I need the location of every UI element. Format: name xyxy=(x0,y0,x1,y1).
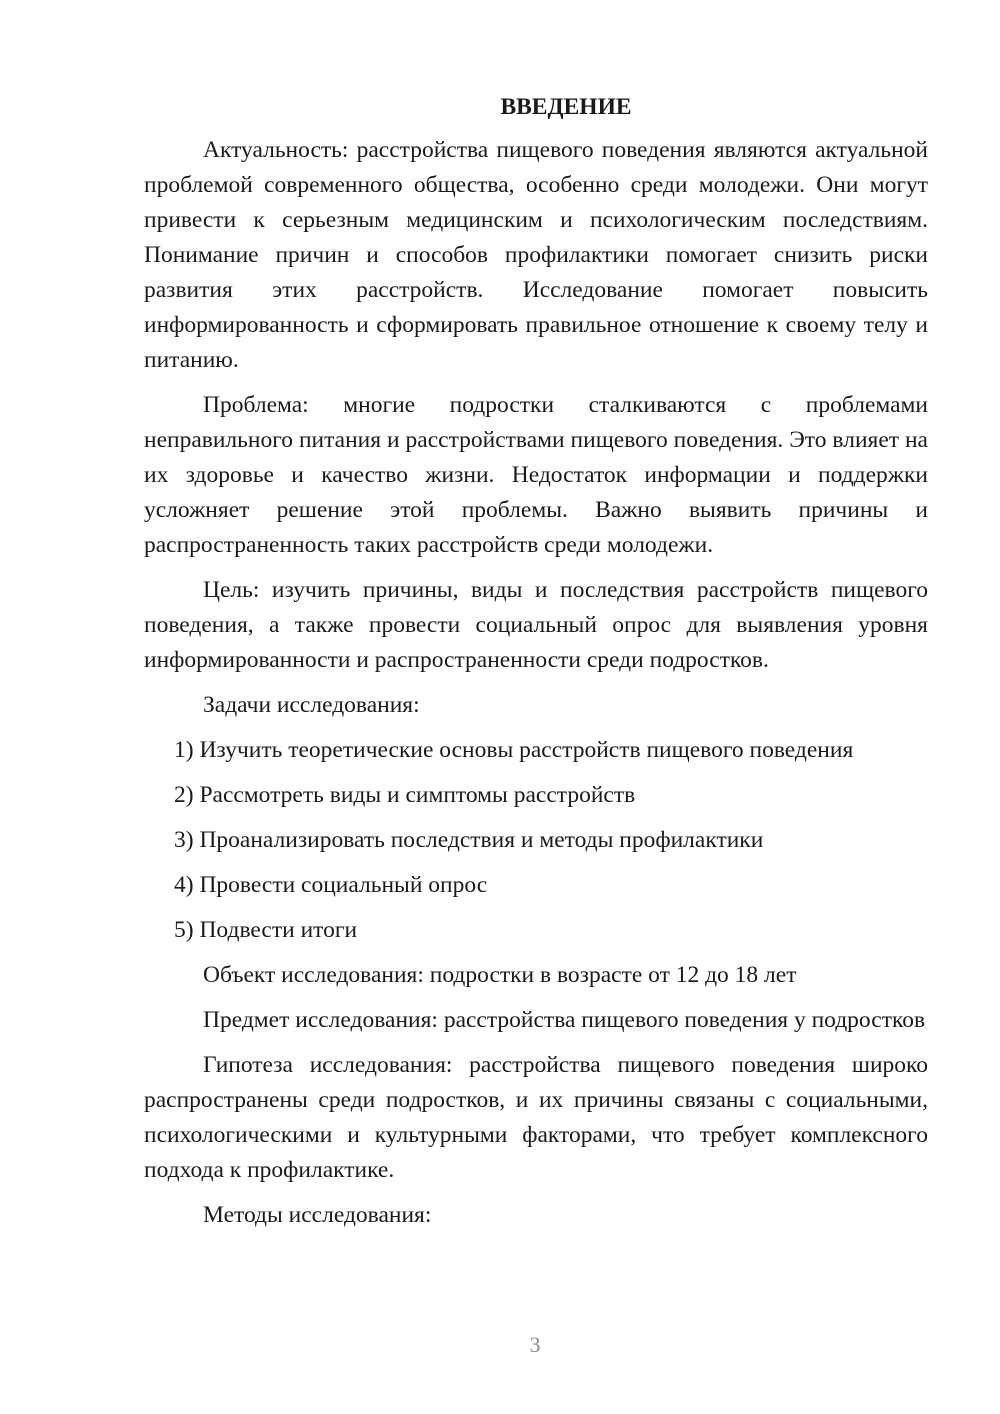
list-item: 4) Провести социальный опрос xyxy=(174,872,488,898)
methods-heading: Методы исследования: xyxy=(203,1202,432,1228)
page-number: 3 xyxy=(529,1332,541,1357)
paragraph-goal: Цель: изучить причины, виды и последствия расстройств пищевого поведения, а также провести социальный опрос для выявления уровня информированности и распространенности среди подростков. xyxy=(144,577,928,673)
page-content xyxy=(144,90,928,1243)
paragraph-hypothesis: Гипотеза исследования: расстройства пищевого поведения широко распространены среди подростков, и их причины связаны с социальными, психологическими и культурными факторами, что требует комплексного подхода к профилактике. xyxy=(144,1052,928,1183)
paragraph-relevance: Актуальность: расстройства пищевого поведения являются актуальной проблемой современного общества, особенно среди молодежи. Они могут привести к серьезным медицинским и психологическим последствиям. Понимание причин и способов профилактики помогает снизить риски развития этих расстройств. Исследование помогает повысить информированность и сформировать правильное отношение к своему телу и питанию. xyxy=(144,137,928,373)
paragraph-object: Объект исследования: подростки в возрасте от 12 до 18 лет xyxy=(203,962,797,988)
list-item: 1) Изучить теоретические основы расстройств пищевого поведения xyxy=(174,737,854,763)
list-item: 2) Рассмотреть виды и симптомы расстройств xyxy=(174,782,636,808)
paragraph-subject: Предмет исследования: расстройства пищевого поведения у подростков xyxy=(203,1007,926,1033)
tasks-list xyxy=(144,733,928,948)
tasks-heading: Задачи исследования: xyxy=(203,692,420,718)
page-title: ВВЕДЕНИЕ xyxy=(500,94,632,120)
list-item: 5) Подвести итоги xyxy=(174,917,358,943)
paragraph-problem: Проблема: многие подростки сталкиваются с проблемами неправильного питания и расстройствами пищевого поведения. Это влияет на их здоровье и качество жизни. Недостаток информации и поддержки усложняет решение этой проблемы. Важно выявить причины и распространенность таких расстройств среди молодежи. xyxy=(144,392,928,558)
list-item: 3) Проанализировать последствия и методы профилактики xyxy=(174,827,764,853)
